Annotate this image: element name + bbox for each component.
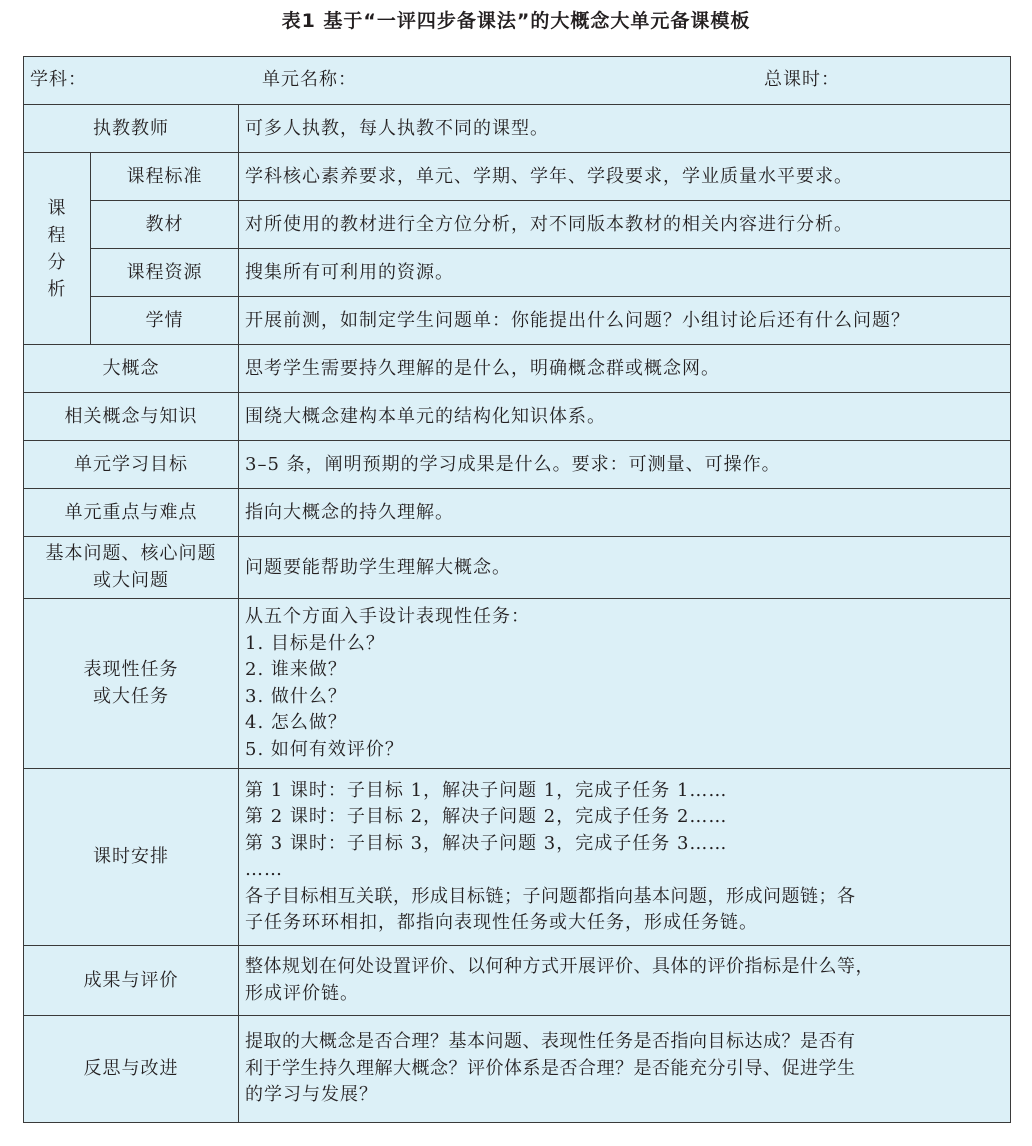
reflection-label: 反思与改进: [24, 1016, 239, 1123]
tasks-row: [24, 599, 1011, 769]
questions-row: [24, 537, 1011, 599]
schedule-label: 课时安排: [24, 769, 239, 946]
learner-content: 开展前测，如制定学生问题单：你能提出什么问题？小组讨论后还有什么问题？: [239, 297, 1011, 345]
lesson-plan-template-table: [23, 56, 1011, 1123]
resources-row: [24, 249, 1011, 297]
list-item: 4. 怎么做？: [245, 712, 347, 733]
reflection-row: [24, 1016, 1011, 1123]
list-item: ……: [245, 859, 283, 880]
outcome-content: 整体规划在何处设置评价、以何种方式开展评价、具体的评价指标是什么等， 形成评价链。: [239, 946, 1011, 1016]
learner-label: 学情: [91, 297, 239, 345]
list-item: 1. 目标是什么？: [245, 632, 385, 654]
textbook-content: 对所使用的教材进行全方位分析，对不同版本教材的相关内容进行分析。: [239, 201, 1011, 249]
reflection-content: 提取的大概念是否合理？基本问题、表现性任务是否指向目标达成？是否有 利于学生持久理解大概念？评价体系是否合理？是否能充分引导、促进学生 的学习与发展？: [239, 1016, 1011, 1123]
tasks-label: 表现性任务 或大任务: [24, 599, 239, 769]
questions-content: 问题要能帮助学生理解大概念。: [239, 537, 1011, 599]
big-concept-row: [24, 345, 1011, 393]
list-item: 2. 谁来做？: [245, 659, 347, 680]
course-standard-label: 课程标准: [91, 153, 239, 201]
learner-row: [24, 297, 1011, 345]
course-standard-row: [24, 153, 1011, 201]
teacher-label: 执教教师: [24, 105, 239, 153]
list-item: 从五个方面入手设计表现性任务：: [245, 606, 530, 627]
outcome-row: [24, 946, 1011, 1016]
tasks-content: [239, 599, 1011, 769]
list-item: 3. 做什么？: [245, 685, 347, 707]
related-knowledge-content: 围绕大概念建构本单元的结构化知识体系。: [239, 393, 1011, 441]
outcome-label: 成果与评价: [24, 946, 239, 1016]
related-knowledge-label: 相关概念与知识: [24, 393, 239, 441]
list-item: 5. 如何有效评价？: [245, 738, 404, 760]
list-item: 第 2 课时：子目标 2，解决子问题 2，完成子任务 2……: [245, 806, 728, 827]
key-points-row: [24, 489, 1011, 537]
resources-content: 搜集所有可利用的资源。: [239, 249, 1011, 297]
related-knowledge-row: [24, 393, 1011, 441]
list-item: 子任务环环相扣，都指向表现性任务或大任务，形成任务链。: [245, 912, 758, 933]
unit-name-label: 单元名称：: [262, 69, 357, 90]
teacher-content: 可多人执教，每人执教不同的课型。: [239, 105, 1011, 153]
course-analysis-label: 课 程 分 析: [24, 153, 91, 345]
list-item: 各子目标相互关联，形成目标链；子问题都指向基本问题，形成问题链；各: [245, 885, 856, 907]
textbook-label: 教材: [91, 201, 239, 249]
schedule-content: [239, 769, 1011, 946]
big-concept-label: 大概念: [24, 345, 239, 393]
teacher-row: [24, 105, 1011, 153]
subject-label: 学科：: [30, 69, 87, 90]
key-points-label: 单元重点与难点: [24, 489, 239, 537]
unit-goals-label: 单元学习目标: [24, 441, 239, 489]
list-item: 第 3 课时：子目标 3，解决子问题 3，完成子任务 3……: [245, 832, 728, 854]
big-concept-content: 思考学生需要持久理解的是什么，明确概念群或概念网。: [239, 345, 1011, 393]
table-title: 表1 基于“一评四步备课法”的大概念大单元备课模板: [281, 10, 751, 32]
total-hours-label: 总课时：: [764, 69, 840, 90]
list-item: 第 1 课时：子目标 1，解决子问题 1，完成子任务 1……: [245, 779, 728, 801]
resources-label: 课程资源: [91, 249, 239, 297]
unit-goals-content: 3–5 条，阐明预期的学习成果是什么。要求：可测量、可操作。: [239, 441, 1011, 489]
course-standard-content: 学科核心素养要求，单元、学期、学年、学段要求，学业质量水平要求。: [239, 153, 1011, 201]
key-points-content: 指向大概念的持久理解。: [239, 489, 1011, 537]
questions-label: 基本问题、核心问题 或大问题: [24, 537, 239, 599]
textbook-row: [24, 201, 1011, 249]
header-row: [24, 57, 1011, 105]
schedule-row: [24, 769, 1011, 946]
unit-goals-row: [24, 441, 1011, 489]
